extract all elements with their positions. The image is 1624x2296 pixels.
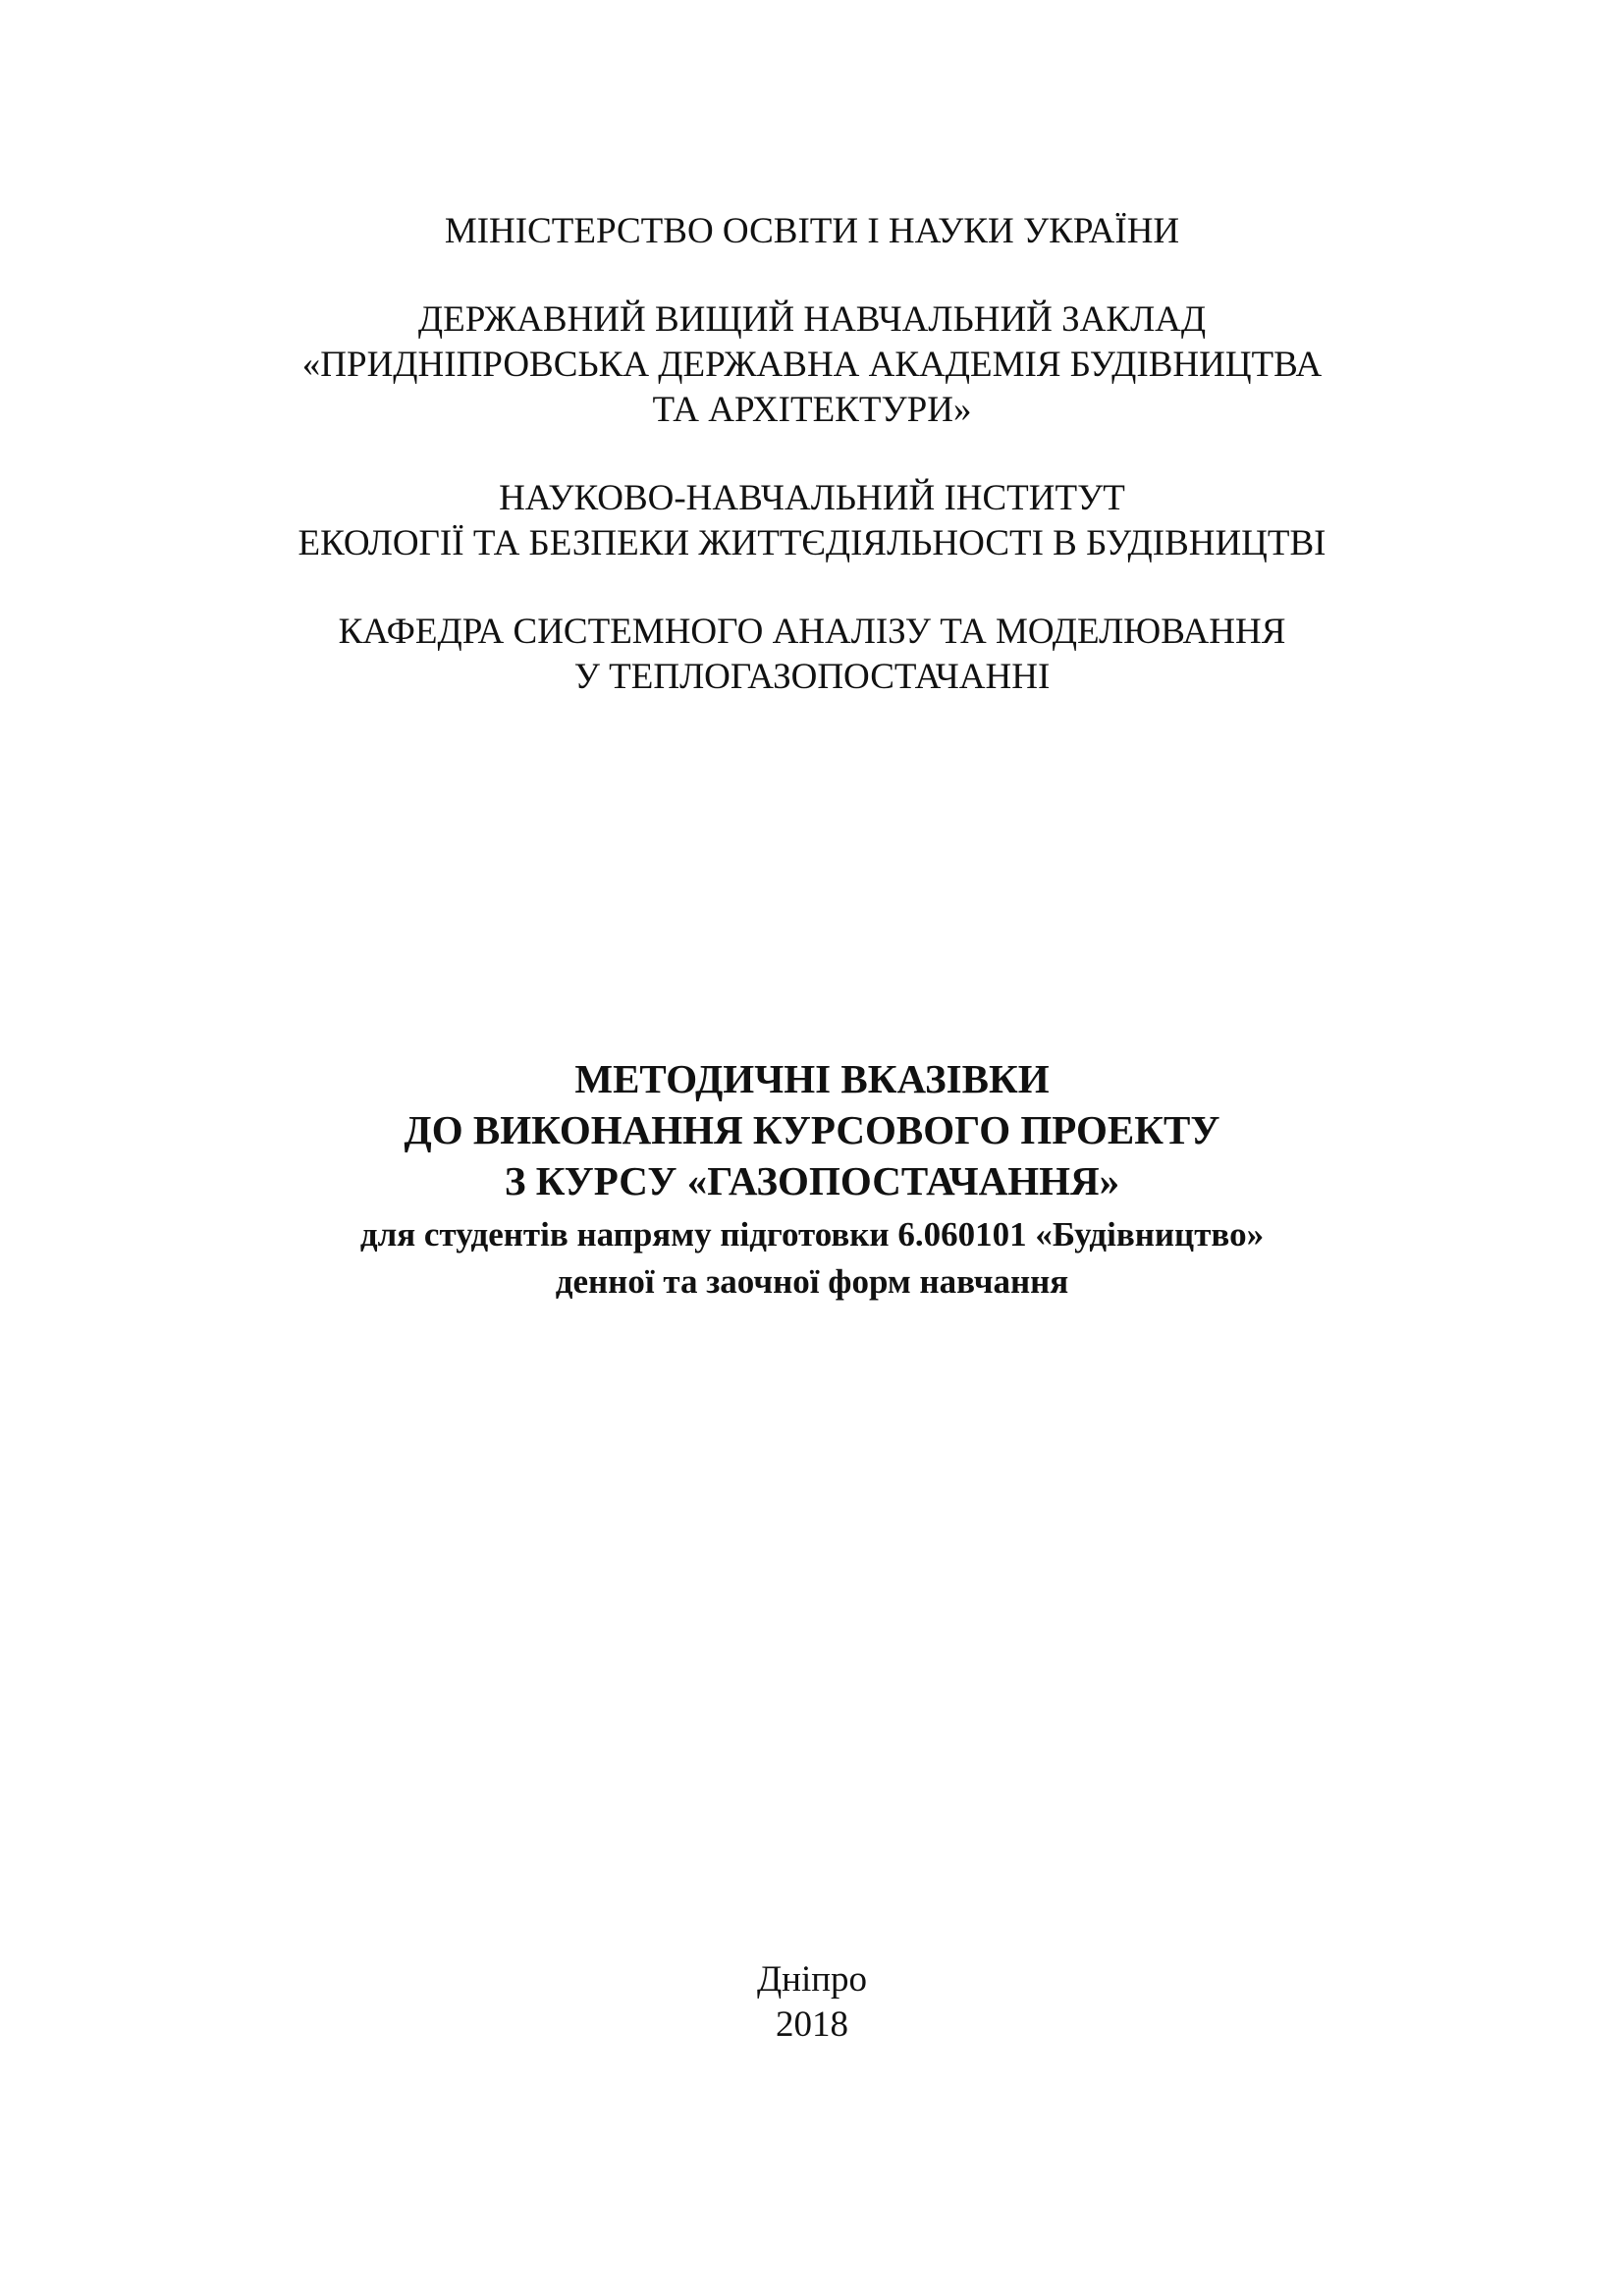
department-line-1: КАФЕДРА СИСТЕМНОГО АНАЛІЗУ ТА МОДЕЛЮВАННЯ	[338, 612, 1286, 652]
ministry-line: МІНІСТЕРСТВО ОСВІТИ І НАУКИ УКРАЇНИ	[444, 211, 1180, 251]
subtitle-line-1: для студентів напряму підготовки 6.060101 «Будівництво»	[359, 1215, 1265, 1254]
title-line-1: МЕТОДИЧНІ ВКАЗІВКИ	[574, 1056, 1050, 1101]
institute-line-2: ЕКОЛОГІЇ ТА БЕЗПЕКИ ЖИТТЄДІЯЛЬНОСТІ В БУДІВНИЦТВІ	[298, 523, 1326, 563]
city: Дніпро	[756, 1959, 868, 2000]
institution-line-3: ТА АРХІТЕКТУРИ»	[652, 390, 972, 430]
year: 2018	[776, 2004, 848, 2045]
department-line-2: У ТЕПЛОГАЗОПОСТАЧАННІ	[573, 657, 1051, 697]
institution-line-2: «ПРИДНІПРОВСЬКА ДЕРЖАВНА АКАДЕМІЯ БУДІВНИЦТВА	[301, 345, 1323, 385]
institute-line-1: НАУКОВО-НАВЧАЛЬНИЙ ІНСТИТУТ	[499, 478, 1125, 518]
institution-line-1: ДЕРЖАВНИЙ ВИЩИЙ НАВЧАЛЬНИЙ ЗАКЛАД	[417, 299, 1207, 340]
title-line-2: ДО ВИКОНАННЯ КУРСОВОГО ПРОЕКТУ	[404, 1107, 1220, 1152]
title-line-3: З КУРСУ «ГАЗОПОСТАЧАННЯ»	[504, 1158, 1120, 1203]
subtitle-line-2: денної та заочної форм навчання	[555, 1262, 1069, 1301]
